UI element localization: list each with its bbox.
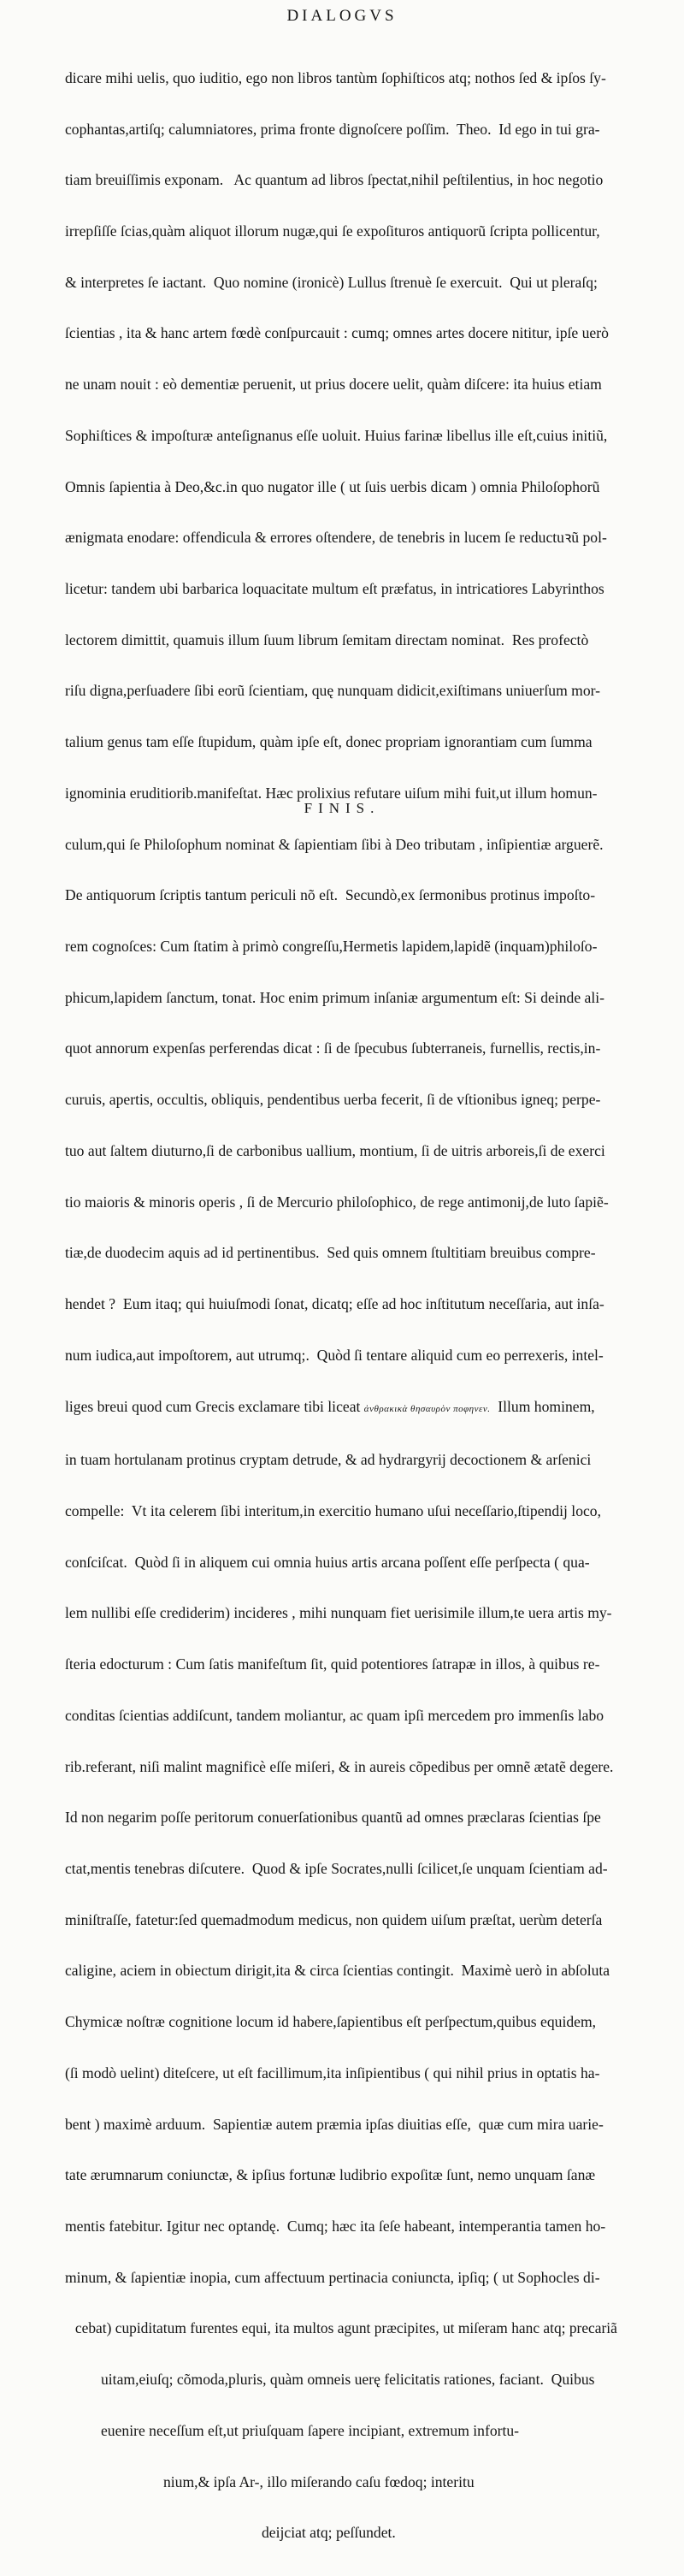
text-line: ænigmata enodare: offendicula & errores oſtendere, de tenebris in lucem ſe reductuꝛũ pol- — [65, 529, 607, 547]
text-line: culum,qui ſe Philoſophum nominat & ſapientiam ſibi à Deo tributam , inſipientiæ arguerẽ. — [65, 835, 604, 853]
taper-line: uitam,eiuſq; cõmoda,pluris, quàm omneis uerę felicitatis rationes, faciant. Quibus — [101, 2371, 595, 2389]
text-line: lem nullibi eſſe crediderim) incideres , mihi nunquam fiet uerisimile illum,te uera artis my- — [65, 1604, 612, 1622]
text-line: Chymicæ noſtræ cognitione locum id habere,ſapientibus eſt perſpectum,quibus equidem, — [65, 2013, 597, 2031]
text-line: curuis, apertis, occultis, obliquis, pendentibus uerba fecerit, ſi de vſtionibus igneq; perpe- — [65, 1091, 601, 1109]
text-line: tiæ,de duodecim aquis ad id pertinentibus. Sed quis omnem ſtultitiam breuibus compre- — [65, 1244, 596, 1262]
text-line: cophantas,artiſq; calumniatores, prima fronte dignoſcere poſſim. Theo. Id ego in tui gra- — [65, 120, 600, 138]
text-line: & interpretes ſe iactant. Quo nomine (ironicè) Lullus ſtrenuè ſe exercuit. Qui ut pleraſq; — [65, 273, 598, 291]
text-line: Id non negarim poſſe peritorum conuerſationibus quantũ ad omnes præclaras ſcientias ſpe — [65, 1809, 601, 1827]
text-line: phicum,lapidem ſanctum, tonat. Hoc enim primum inſaniæ argumentum eſt: Si deinde ali- — [65, 988, 604, 1006]
text-line: mentis fatebitur. Igitur nec optandę. Cumq; hæc ita ſeſe habeant, intemperantia tamen ho- — [65, 2218, 606, 2235]
taper-line: euenire neceſſum eſt,ut priuſquam ſapere incipiant, extremum infortu- — [101, 2421, 520, 2439]
text-line: hendet ? Eum itaq; qui huiuſmodi ſonat, dicatq; eſſe ad hoc inſtitutum neceſſaria, aut inſa- — [65, 1295, 604, 1313]
text-line: num iudica,aut impoſtorem, aut utrumq;. Quòd ſi tentare aliquid cum eo perrexeris, intel- — [65, 1346, 604, 1364]
text-line: lectorem dimittit, quamuis illum ſuum librum ſemitam directam nominat. Res profectò — [65, 631, 589, 648]
text-line: tiam breuiſſimis exponam. Ac quantum ad libros ſpectat,nihil peſtilentius, in hoc negotio — [65, 171, 604, 189]
text-line: talium genus tam eſſe ſtupidum, quàm ipſe eſt, donec propriam ignorantiam cum ſumma — [65, 733, 593, 751]
text-line: conditas ſcientias addiſcunt, tandem moliantur, ac quam ipſi mercedem pro immenſis labo — [65, 1706, 604, 1724]
text-line: ſcientias , ita & hanc artem fœdè conſpurcauit : cumq; omnes artes docere nititur, ipſe uerò — [65, 324, 609, 342]
text-line: riſu digna,perſuadere ſibi eorũ ſcientiam, quę nunquam didicit,exiſtimans uniuerſum mor- — [65, 682, 601, 700]
text-segment: Illum hominem, — [490, 1397, 595, 1415]
text-line: Sophiſtices & impoſturæ anteſignanus eſſe uoluit. Huius farinæ libellus ille eſt,cuius initiũ, — [65, 426, 608, 444]
text-line: miniſtraſſe, fatetur:ſed quemadmodum medicus, non quidem uiſum præſtat, uerùm deterſa — [65, 1910, 603, 1928]
text-line: compelle: Vt ita celerem ſibi interitum,in exercitio humano uſui neceſſario,ſtipendij loco, — [65, 1501, 602, 1519]
text-line: licetur: tandem ubi barbarica loquacitate multum eſt præfatus, in intricatiores Labyrinthos — [65, 580, 604, 597]
text-line: conſciſcat. Quòd ſi in aliquem cui omnia huius artis arcana poſſent eſſe perſpecta ( qua- — [65, 1553, 590, 1571]
text-line: tate ærumnarum coniunctæ, & ipſius fortunæ ludibrio expoſitæ ſunt, nemo unquam ſanæ — [65, 2166, 596, 2184]
taper-line: cebat) cupiditatum furentes equi, ita multos agunt præcipites, ut miſeram hanc atq; precariã — [74, 2319, 617, 2337]
greek-phrase: ἀνθρακικὰ θησαυρὸν ποφηνεν. — [363, 1403, 491, 1414]
text-line: in tuam hortulanam protinus cryptam detrude, & ad hydrargyrij decoctionem & arſenici — [65, 1451, 592, 1469]
text-line: Omnis ſapientia à Deo,&c.in quo nugator ille ( ut ſuis uerbis dicam ) omnia Philoſophorũ — [65, 477, 600, 495]
text-line: ne unam nouit : eò dementiæ peruenit, ut prius docere uelit, quàm diſcere: ita huius etiam — [65, 376, 602, 394]
text-line-with-greek — [65, 1399, 617, 1418]
running-head: DIALOGVS — [286, 7, 398, 25]
text-line: rib.referant, niſi malint magnificè eſſe miſeri, & in aureis cõpedibus per omnẽ ætatẽ degere. — [65, 1757, 614, 1775]
text-line: irrepſiſſe ſcias,quàm aliquot illorum nugæ,qui ſe expoſituros antiquorũ ſcripta pollicentur, — [65, 222, 600, 240]
text-line: dicare mihi uelis, quo iuditio, ego non libros tantùm ſophiſticos atq; nothos ſed & ipſos ſy- — [65, 68, 606, 86]
finis-mark: FINIS. — [304, 800, 380, 816]
text-line: (ſi modò uelint) diteſcere, ut eſt facillimum,ita inſipientibus ( qui nihil prius in optatis ha- — [65, 2064, 600, 2082]
body-text — [65, 36, 617, 2576]
text-line: caligine, aciem in obiectum dirigit,ita & circa ſcientias contingit. Maximè uerò in abſoluta — [65, 1962, 610, 1980]
text-line: ctat,mentis tenebras diſcutere. Quod & ipſe Socrates,nulli ſcilicet,ſe unquam ſcientiam ad- — [65, 1859, 608, 1877]
taper-line: deijciat atq; peſſundet. — [262, 2524, 396, 2542]
text-line: minum, & ſapientiæ inopia, cum affectuum pertinacia coniuncta, ipſiq; ( ut Sophocles di- — [65, 2268, 600, 2286]
text-line: ſteria edocturum : Cum ſatis manifeſtum ſit, quid potentiores ſatrapæ in illos, à quibus re- — [65, 1655, 600, 1673]
text-line: De antiquorum ſcriptis tantum periculi nõ eſt. Secundò,ex ſermonibus protinus impoſto- — [65, 886, 596, 904]
text-line: tio maioris & minoris operis , ſi de Mercurio philoſophico, de rege antimonij,de luto ſapiẽ- — [65, 1193, 609, 1211]
text-line: tuo aut ſaltem diuturno,ſi de carbonibus uallium, montium, ſi de uitris arboreis,ſi de exerci — [65, 1141, 605, 1159]
taper-line: nium,& ipſa Ar-, illo miſerando caſu fœdoq; interitu — [163, 2472, 475, 2490]
text-line: ignominia eruditiorib.manifeſtat. Hæc prolixius refutare uiſum mihi fuit,ut illum homun- — [65, 784, 598, 802]
text-line: quot annorum expenſas perferendas dicat : ſi de ſpecubus ſubterraneis, furnellis, rectis,in- — [65, 1039, 601, 1057]
text-segment: liges breui quod cum Grecis exclamare tibi liceat — [65, 1397, 364, 1415]
text-line: rem cognoſces: Cum ſtatim à primò congreſſu,Hermetis lapidem,lapidẽ (inquam)philoſo- — [65, 938, 598, 956]
text-line: bent ) maximè arduum. Sapientiæ autem præmia ipſas diuitias eſſe, quæ cum mira uarie- — [65, 2115, 604, 2133]
